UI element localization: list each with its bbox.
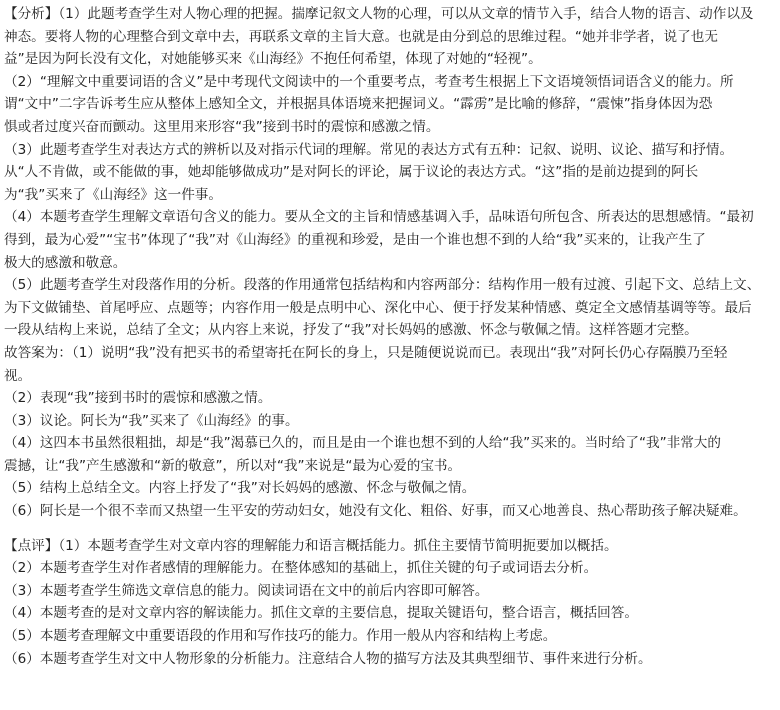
section-gap [4,523,778,535]
analysis-line: （2）“理解文中重要词语的含义”是中考现代文阅读中的一个重要考点，考查考生根据上下文语境领悟词语含义的能力。所 [4,73,734,90]
answer-line: （5）结构上总结全文。内容上抒发了“我”对长妈妈的感激、怀念与敬佩之情。 [4,480,476,497]
answer-line: （3）议论。阿长为“我”买来了《山海经》的事。 [4,412,299,429]
comment-line: 【点评】（1）本题考查学生对文章内容的理解能力和语言概括能力。抓住主要情节简明扼要加以概括。 [4,537,618,554]
comment-line: （4）本题考查的是对文章内容的解读能力。抓住文章的主要信息，提取关键语句，整合语言，概括回答。 [4,605,638,622]
answer-line: （4）这四本书虽然很粗拙，却是“我”渴慕已久的，而且是由一个谁也想不到的人给“我”买来的。当时给了“我”非常大的 [4,435,721,452]
analysis-line: 惧或者过度兴奋而颤动。这里用来形容“我”接到书时的震惊和感激之情。 [4,118,440,135]
analysis-line: 谓“文中”二字告诉考生应从整体上感知全文，并根据具体语境来把握词义。“霹雳”是比喻的修辞，“震悚”指身体因为恐 [4,96,713,113]
analysis-line: 为下文做铺垫、首尾呼应、点题等；内容作用一般是点明中心、深化中心、便于抒发某种情感、奠定全文感情基调等等。最后 [4,299,752,316]
answer-section [4,342,778,523]
analysis-line: （5）此题考查学生对段落作用的分析。段落的作用通常包括结构和内容两部分：结构作用一般有过渡、引起下文、总结上文、 [4,277,761,294]
comment-line: （5）本题考查理解文中重要语段的作用和写作技巧的能力。作用一般从内容和结构上考虑。 [4,628,557,645]
solution-document [4,3,778,670]
answer-line: （6）阿长是一个很不幸而又热望一生平安的劳动妇女，她没有文化、粗俗、好事，而又心地善良、热心帮助孩子解决疑难。 [4,503,747,520]
answer-line: 震撼，让“我”产生感激和“新的敬意”，所以对“我”来说是“最为心爱的宝书。 [4,457,462,474]
analysis-line: 益”是因为阿长没有文化，对她能够买来《山海经》不抱任何希望，体现了对她的“轻视”。 [4,51,542,68]
analysis-line: 一段从结构上来说，总结了全文；从内容上来说，抒发了“我”对长妈妈的感激、怀念与敬佩之情。这样答题才完整。 [4,322,698,339]
analysis-line: 得到，最为心爱”“宝书”体现了“我”对《山海经》的重视和珍爱，是由一个谁也想不到的人给“我”买来的，让我产生了 [4,231,706,248]
answer-line: 视。 [4,367,32,384]
comment-line: （6）本题考查学生对文中人物形象的分析能力。注意结合人物的描写方法及其典型细节、事件来进行分析。 [4,650,652,667]
comment-section [4,535,778,671]
analysis-line: （3）此题考查学生对表达方式的辨析以及对指示代词的理解。常见的表达方式有五种：记叙、说明、议论、描写和抒情。 [4,141,734,158]
answer-line: （2）表现“我”接到书时的震惊和感激之情。 [4,390,272,407]
comment-line: （2）本题考查学生对作者感情的理解能力。在整体感知的基础上，抓住关键的句子或词语去分析。 [4,560,598,577]
analysis-section [4,3,778,342]
analysis-line: 从“人不肯做，或不能做的事，她却能够做成功”是对阿长的评论，属于议论的表达方式。“这”指的是前边提到的阿长 [4,164,699,181]
answer-line: 故答案为：（1）说明“我”没有把买书的希望寄托在阿长的身上，只是随便说说而已。表现出“我”对阿长仍心存隔膜乃至轻 [4,344,728,361]
analysis-line: 极大的感激和敬意。 [4,254,127,271]
analysis-line: 为“我”买来了《山海经》这一件事。 [4,186,222,203]
comment-line: （3）本题考查学生筛选文章信息的能力。阅读词语在文中的前后内容即可解答。 [4,582,489,599]
analysis-line: （4）本题考查学生理解文章语句含义的能力。要从全文的主旨和情感基调入手，品味语句所包含、所表达的思想感情。“最初 [4,209,754,226]
analysis-line: 神态。要将人物的心理整合到文章中去，再联系文章的主旨大意。也就是由分到总的思维过程。“她并非学者，说了也无 [4,28,718,45]
analysis-line: 【分析】（1）此题考查学生对人物心理的把握。揣摩记叙文人物的心理，可以从文章的情节入手，结合人物的语言、动作以及 [4,6,754,22]
